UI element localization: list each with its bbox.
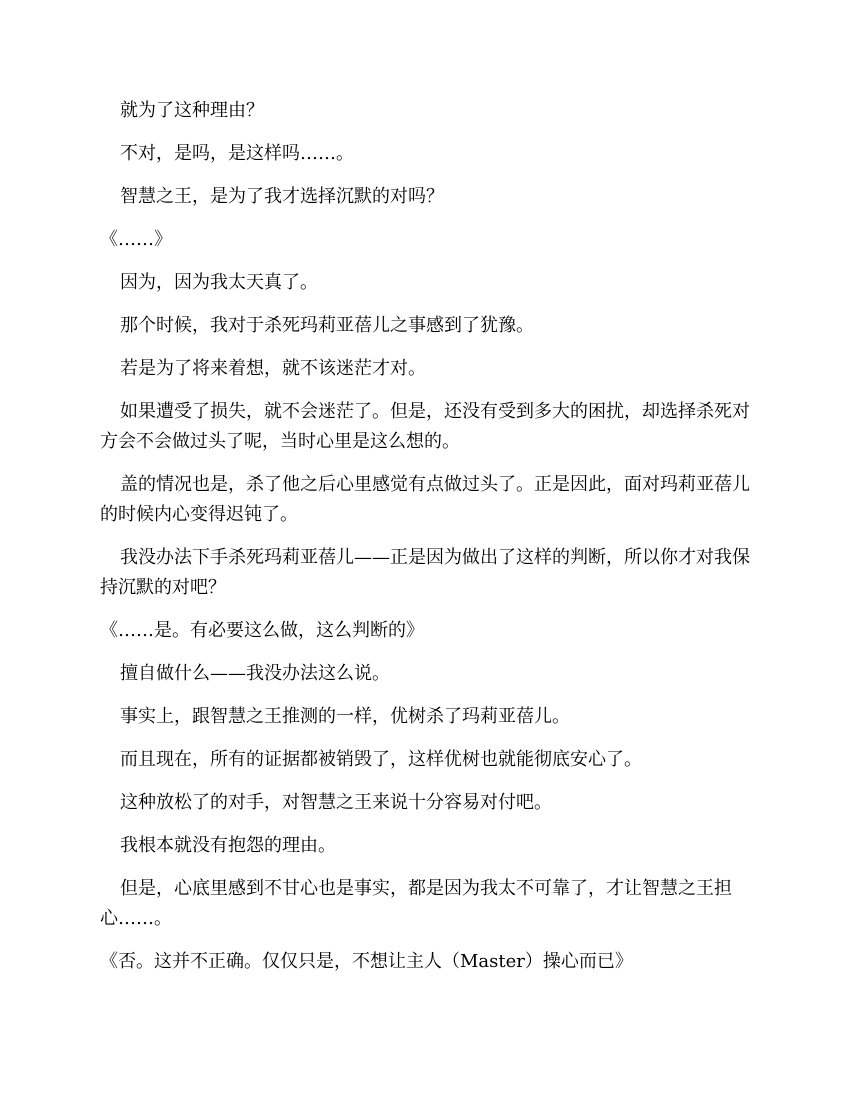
- paragraph: 盖的情况也是，杀了他之后心里感觉有点做过头了。正是因此，面对玛莉亚蓓儿的时候内心变得迟钝了。: [100, 474, 750, 525]
- document-page: [100, 96, 756, 990]
- paragraph: 这种放松了的对手，对智慧之王来说十分容易对付吧。: [120, 792, 552, 813]
- paragraph: 就为了这种理由？: [120, 100, 264, 121]
- paragraph: 智慧之王，是为了我才选择沉默的对吗？: [120, 186, 444, 207]
- paragraph: 因为，因为我太天真了。: [120, 272, 318, 293]
- paragraph: 如果遭受了损失，就不会迷茫了。但是，还没有受到多大的困扰，却选择杀死对方会不会做过头了呢，当时心里是这么想的。: [100, 401, 750, 452]
- paragraph: 事实上，跟智慧之王推测的一样，优树杀了玛莉亚蓓儿。: [120, 706, 570, 727]
- paragraph: 但是，心底里感到不甘心也是事实，都是因为我太不可靠了，才让智慧之王担心……。: [100, 878, 732, 929]
- paragraph: 我根本就没有抱怨的理由。: [120, 835, 336, 856]
- paragraph: 我没办法下手杀死玛莉亚蓓儿——正是因为做出了这样的判断，所以你才对我保持沉默的对吧？: [100, 547, 750, 598]
- dialog-line: 《……》: [100, 229, 172, 250]
- dialog-line: 《……是。有必要这么做，这么判断的》: [100, 620, 424, 641]
- paragraph: 不对，是吗，是这样吗……。: [120, 143, 354, 164]
- paragraph: 那个时候，我对于杀死玛莉亚蓓儿之事感到了犹豫。: [120, 315, 534, 336]
- paragraph: 而且现在，所有的证据都被销毁了，这样优树也就能彻底安心了。: [120, 749, 642, 770]
- paragraph: 若是为了将来着想，就不该迷茫才对。: [120, 358, 426, 379]
- paragraph: 擅自做什么——我没办法这么说。: [120, 663, 390, 684]
- dialog-line: 《否。这并不正确。仅仅只是，不想让主人（Master）操心而已》: [100, 951, 633, 972]
